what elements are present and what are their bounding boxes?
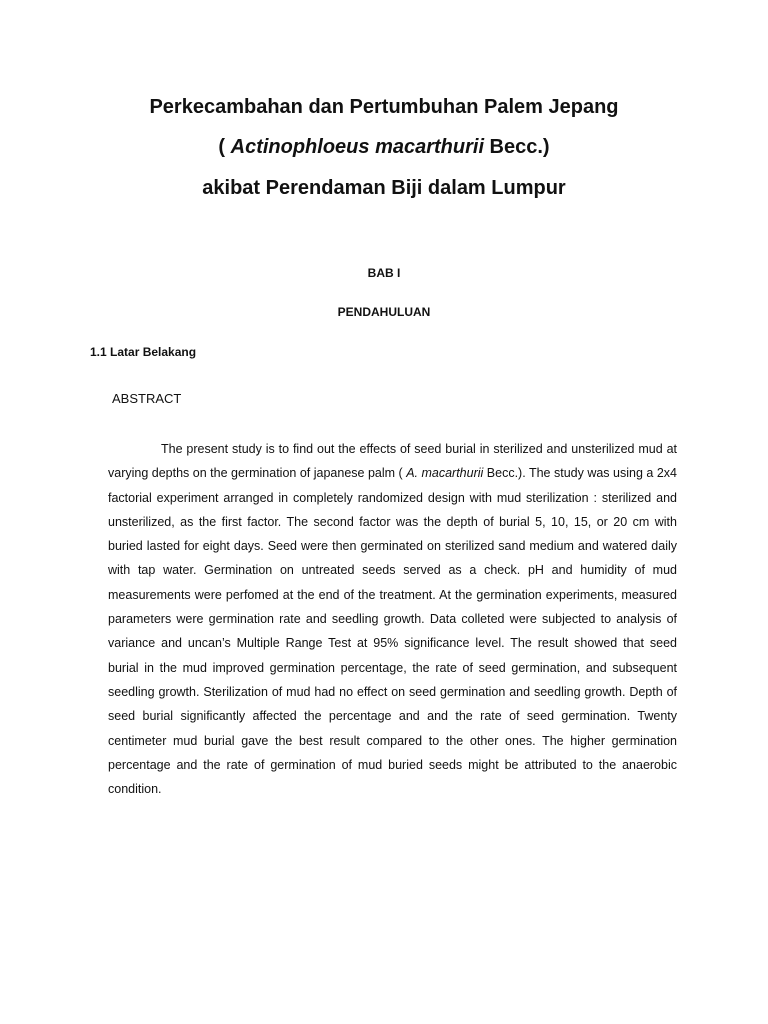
title-author-close: Becc.) <box>484 136 550 158</box>
abstract-species-abbrev: A. macarthurii <box>406 466 484 481</box>
abstract-text-part-2: Becc.). The study was using a 2x4 factorial experiment arranged in completely randomized design with mud sterilization : sterilized and unsterilized, as the first factor. The second factor was the depth of burial 5, 10, 15, or 20 cm with buried lasted for eight days. Seed were then germinated on sterilized sand medium and watered daily with tap water. Germination on untreated seeds served as a check. pH and humidity of mud measurements were perfomed at the end of the treatment. At the germination experiments, measured parameters were germination rate and seedling growth. Data colleted were subjected to analysis of variance and uncan’s Multiple Range Test at 95% significance level. The result showed that seed burial in the mud improved germination percentage, the rate of seed germination, and subsequent seedling growth. Sterilization of mud had no effect on seed germination and seedling growth. Depth of seed burial significantly affected the percentage and and the rate of seed germination. Twenty centimeter mud burial gave the best result compared to the other ones. The higher germination percentage and the rate of germination of mud buried seeds might be attributed to the anaerobic condition. <box>108 466 677 797</box>
document-title-line-1: Perkecambahan dan Pertumbuhan Palem Jepang <box>149 96 619 118</box>
document-title-line-3: akibat Perendaman Biji dalam Lumpur <box>202 177 566 199</box>
title-species-name: Actinophloeus macarthurii <box>230 136 484 158</box>
section-heading: 1.1 Latar Belakang <box>90 345 197 359</box>
chapter-name: PENDAHULUAN <box>337 305 431 319</box>
abstract-label: ABSTRACT <box>112 391 182 406</box>
document-title-line-2 <box>0 135 768 159</box>
title-paren-open: ( <box>218 136 231 158</box>
abstract-text-part-1: The present study is to find out the effects of seed burial in sterilized and unsterilized mud at varying depths on the germination of japanese palm ( <box>108 442 677 481</box>
abstract-paragraph <box>108 437 677 801</box>
chapter-number: BAB I <box>367 266 401 280</box>
